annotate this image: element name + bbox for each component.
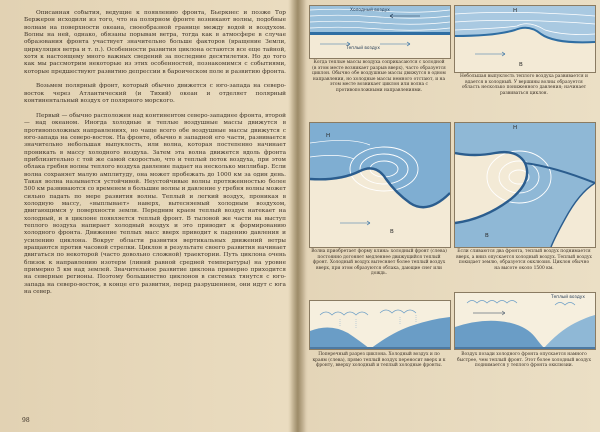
- label-warm-air: Теплый воздух: [346, 46, 380, 51]
- label-high: В: [519, 62, 523, 68]
- diagram-wave-start: [454, 5, 596, 73]
- label-warm-air: Теплый воздух: [551, 295, 585, 300]
- caption: Поперечный разрез циклона. Холодный воздух и по краям (слева), прямо теплый воздух переносит вверх и к фронту, вверху холодный и теплый холодные фронты.: [312, 352, 446, 368]
- label-low: Н: [513, 125, 518, 131]
- caption: Воздух позади холодного фронта опускается намного быстрее, чем теплый фронт. Этот более холодный воздух поднимается у теплого фронта окклюзии.: [457, 352, 591, 368]
- page-number: 98: [22, 417, 30, 424]
- paragraph: Описанная события, ведущие к появлению фронта, Бьеркнес и позже Тор Бержерон исходили из того, что на полярном фронте возникают волны, подобные волнам на поверхности океана, своеобразной границе между водой и воздухом. Волны на ней, однако, обязаны порывам ветра, тогда как в атмосфере в случае образования фронта участвует значительно больше факторов (вращение Земли, циркуляция ветра и т. п.). Особенности развития циклона остаются все еще тайной, хотя к настоящему много важных сведений за последние десятилетия. Но до того как мы рассмотрим некоторые из этих особенностей, познакомимся с событиями, которые предшествуют развитию депрессии в бароическом поле и развитию фронта.: [24, 10, 286, 75]
- diagram-front-formation: [309, 5, 451, 59]
- paragraph: Первый — обычно расположен над континентом северо-западнее фронта, второй — над океаном. Иногда холодные и теплые воздушные массы движутся в противоположных направлениях, но чаще всего обе воздушные массы движутся с юго-запада на северо-восток. На фронте, обычно в западной его части, развивается значительно небольшая выпуклость, или волна, которая постепенно начинает проникать в массу холодного воздуха. Затем эта волна движется вдоль фронта приблизительно с той же самой скоростью, что и теплый поток воздуха, при этом облака гребня волны теплого воздуха давление падает на несколько миллибар. Если волна сохраняет малую амплитуду, она может пробежать до 1000 км за один день. Такая волна называется устойчивой. Неустойчивые волны протяженностью более 500 км развиваются со временем в большие волны и давление у гребня волны может сильно падать по мере развития волны. Теплый и легкий воздух, проникая в холодную массу, «выплывает» наверх, вытесняемый холодным воздухом, двигающимся у поверхности земли. Передним краем теплый воздух натекает на холодный, и в циклоне появляется теплый фронт. В тыловой же части на выступ теплого воздуха напирает холодный воздух и это приводит к формированию холодного фронта. Движение теплых масс вверх приводит к падению давления и усилению циклона. Вокруг области развития вертикальных движений ветры вращаются против часовой стрелки. Циклон в результате своего развития начинает двигаться по некоторой (часто довольно сложной) траектории. Путь циклона очень близок к направлению изотерм (линий равной средней температуры) на уровне примерно 5 км над землей. Значительное развитие циклона примерно приходится на северные регионы. Поэтому большинство циклонов в системах тянутся с юго-запада на северо-восток, в конце его развития, перед разрушением, они идут с юга на север.: [24, 112, 286, 296]
- caption: Когда теплые массы воздуха соприкасаются с холодной (в этом месте возникает разрыв вверх), часто образуется циклон. Обычно обе воздушные массы движутся в одном направлении, но холодные массы немного отстают, и на этом месте возникает циклон или волна с противоположными направлениями.: [312, 60, 446, 93]
- label-low: Н: [326, 133, 331, 139]
- label-high: В: [390, 229, 394, 235]
- diagram-occlusion: [454, 122, 596, 248]
- caption: Волна приобретает форму клина: холодный фронт (слева) постоянно догоняет медленнее движущийся теплый фронт. Холодный воздух вытесняет более теплый воздух вверх, при этом образуются облака, дающие снег или дождь.: [311, 249, 447, 276]
- body-text: [24, 10, 286, 408]
- diagram-cyclone-developing: [309, 122, 451, 248]
- diagram-cold-front-occlusion: [454, 292, 596, 350]
- label-cold-air: Холодный воздух: [350, 8, 390, 13]
- paragraph: Возьмем полярный фронт, который обычно движется с юго-запада на северо-восток через Атлантический (и Тихий) океан и отделяет полярный континентальный воздух от полярного морского.: [24, 83, 286, 105]
- diagram-cross-section: [309, 300, 451, 350]
- caption: Небольшая выпуклость теплого воздуха развивается и вдается в холодный. У вершины волны образуется область несколько пониженного давления; начинает развиваться циклон.: [460, 74, 588, 96]
- label-low: Н: [513, 8, 518, 14]
- label-high: В: [485, 233, 489, 239]
- right-page: [303, 0, 600, 432]
- caption: Если сливаются два фронта, теплый воздух поднимается вверх, а вниз опускается холодный воздух. Теплый воздух покидает землю, образуется окклюзия. Циклон обычно на высоте около 1500 км.: [456, 249, 592, 271]
- left-page: [0, 0, 298, 432]
